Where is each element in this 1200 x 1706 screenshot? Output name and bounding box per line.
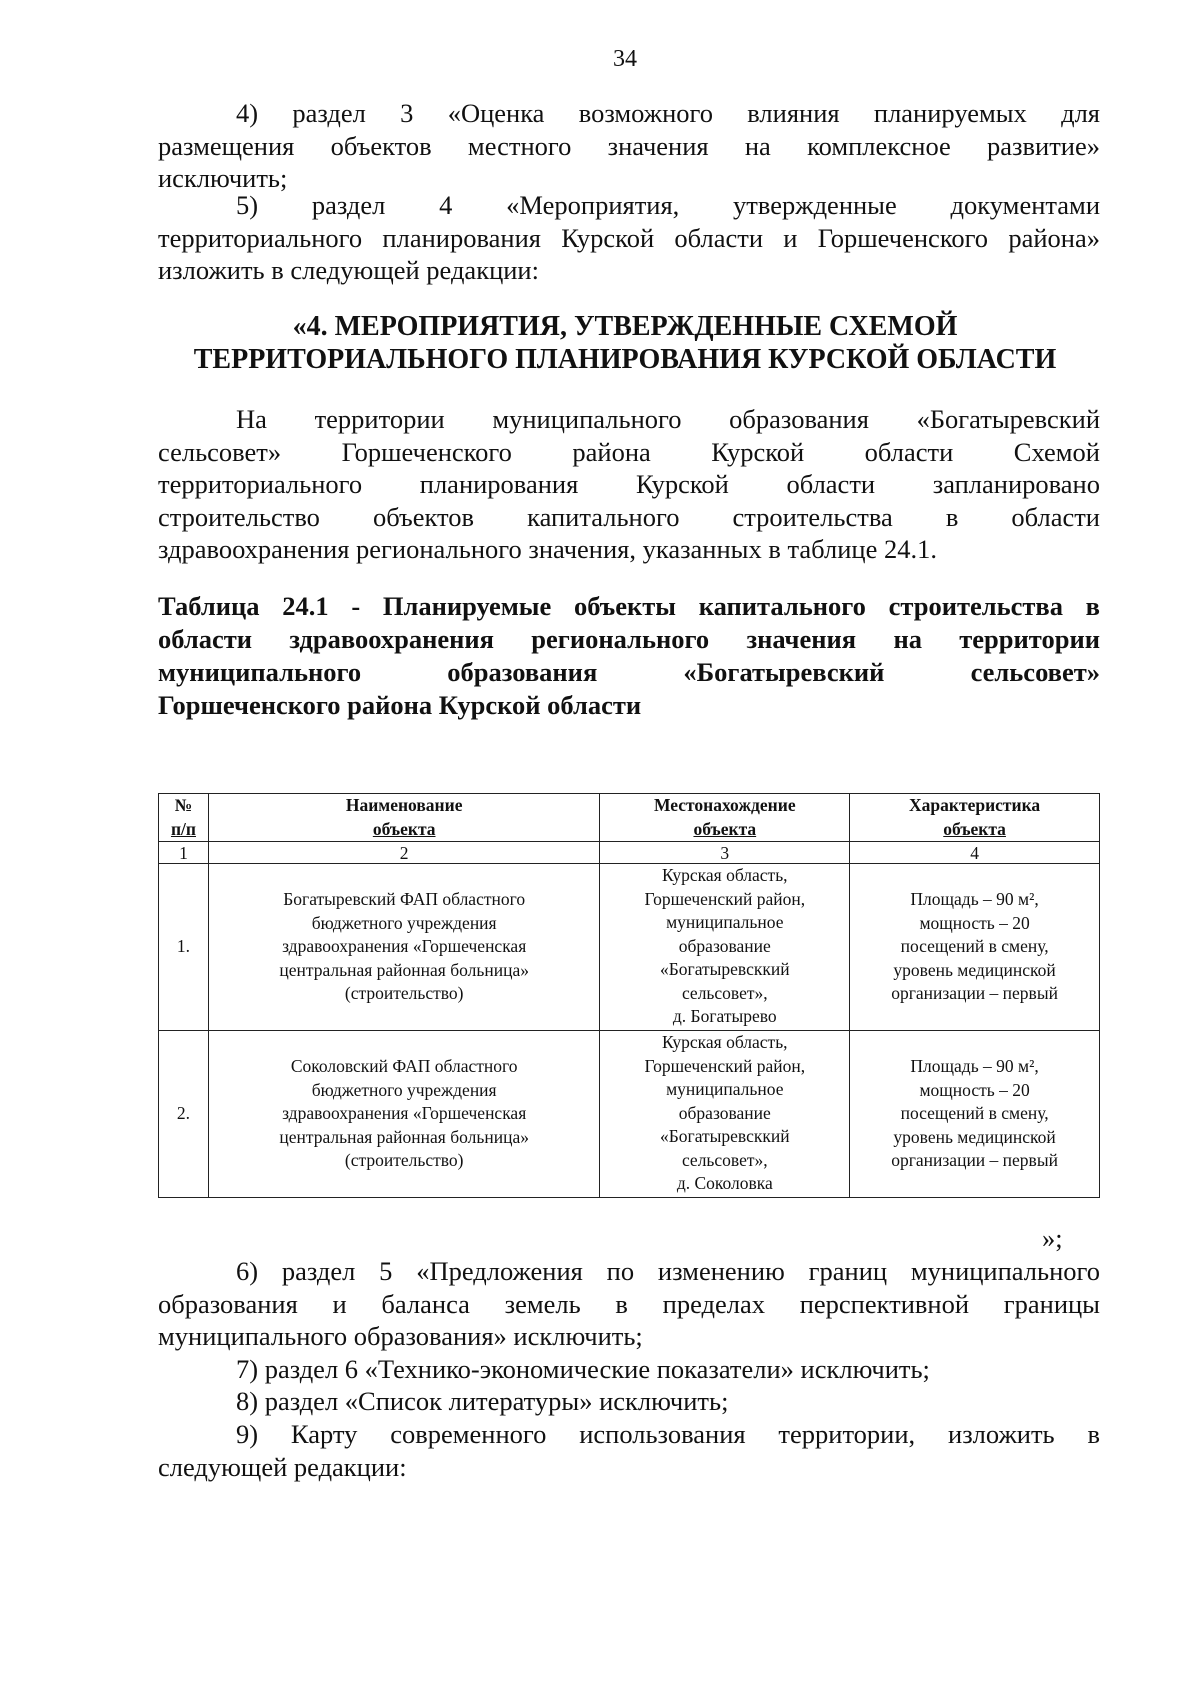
text-line: территориального планирования Курской области запланировано: [158, 469, 1100, 499]
item-7-paragraph: [158, 1353, 1100, 1386]
heading-line: «4. МЕРОПРИЯТИЯ, УТВЕРЖДЕННЫЕ СХЕМОЙ: [292, 311, 958, 342]
object-name-cell: Соколовский ФАП областного бюджетного учреждения здравоохранения «Горшеченская центральная районная больница» (строительство): [208, 1031, 599, 1198]
text-line: следующей редакции:: [158, 1451, 407, 1482]
column-number-cell: 4: [850, 842, 1100, 864]
text-line: сельсовет» Горшеченского района Курской области Схемой: [158, 436, 1100, 467]
object-location-cell: Курская область, Горшеченский район, муниципальное образование «Богатыревсккий сельсовет», д. Богатырево: [600, 864, 850, 1031]
caption-line: Горшеченского района Курской области: [158, 690, 642, 720]
text-line: 8) раздел «Список литературы» исключить;: [236, 1386, 729, 1416]
text-line: образования и баланса земель в пределах перспективной границы: [158, 1288, 1100, 1319]
heading-line: ТЕРРИТОРИАЛЬНОГО ПЛАНИРОВАНИЯ КУРСКОЙ ОБЛАСТИ: [193, 344, 1057, 375]
section-heading: [150, 310, 1100, 376]
caption-line: Таблица 24.1 - Планируемые объекты капитального строительства в: [158, 591, 1100, 621]
text-line: 7) раздел 6 «Технико-экономические показатели» исключить;: [236, 1354, 930, 1384]
text-line: территориального планирования Курской области и Горшеченского района»: [158, 222, 1100, 253]
text-line: На территории муниципального образования «Богатыревский: [236, 404, 1100, 434]
text-line: изложить в следующей редакции:: [158, 255, 539, 285]
text-line: размещения объектов местного значения на комплексное развитие»: [158, 130, 1100, 161]
header-cell-characteristics: Характеристика объекта: [850, 794, 1100, 842]
item-6-paragraph: [158, 1255, 1100, 1353]
text-line: 4) раздел 3 «Оценка возможного влияния планируемых для: [236, 98, 1100, 128]
table-row: [159, 864, 1100, 1031]
text-line: 6) раздел 5 «Предложения по изменению границ муниципального: [236, 1256, 1100, 1286]
text-line: муниципального образования» исключить;: [158, 1321, 643, 1351]
object-characteristics-cell: Площадь – 90 м², мощность – 20 посещений в смену, уровень медицинской организации – первый: [850, 864, 1100, 1031]
header-cell-location: Местонахождение объекта: [600, 794, 850, 842]
caption-line: области здравоохранения регионального значения на территории: [158, 624, 1100, 654]
caption-line: муниципального образования «Богатыревский сельсовет»: [158, 657, 1100, 687]
table-caption: [158, 590, 1100, 722]
text-line: здравоохранения регионального значения, указанных в таблице 24.1.: [158, 534, 937, 564]
row-number-cell: 1.: [159, 864, 209, 1031]
text-line: исключить;: [158, 163, 288, 193]
table-header-row: [159, 794, 1100, 842]
item-8-paragraph: [158, 1385, 1100, 1418]
text-line: 5) раздел 4 «Мероприятия, утвержденные документами: [236, 190, 1100, 220]
object-location-cell: Курская область, Горшеченский район, муниципальное образование «Богатыревсккий сельсовет», д. Соколовка: [600, 1031, 850, 1198]
intro-paragraph: [158, 403, 1100, 566]
object-name-cell: Богатыревский ФАП областного бюджетного учреждения здравоохранения «Горшеченская центральная районная больница» (строительство): [208, 864, 599, 1031]
table-row: [159, 1031, 1100, 1198]
table-closing-quote: »;: [1042, 1223, 1063, 1253]
item-5-paragraph: [158, 189, 1100, 287]
page-number: 34: [613, 46, 637, 72]
row-number-cell: 2.: [159, 1031, 209, 1198]
column-number-cell: 2: [208, 842, 599, 864]
header-cell-name: Наименование объекта: [208, 794, 599, 842]
object-characteristics-cell: Площадь – 90 м², мощность – 20 посещений в смену, уровень медицинской организации – первый: [850, 1031, 1100, 1198]
objects-table: [158, 793, 1100, 1198]
table-column-number-row: [159, 842, 1100, 864]
header-cell-number: № п/п: [159, 794, 209, 842]
column-number-cell: 1: [159, 842, 209, 864]
item-9-paragraph: [158, 1418, 1100, 1483]
item-4-paragraph: [158, 97, 1100, 195]
text-line: 9) Карту современного использования территории, изложить в: [236, 1419, 1100, 1449]
text-line: строительство объектов капитального строительства в области: [158, 501, 1100, 532]
column-number-cell: 3: [600, 842, 850, 864]
